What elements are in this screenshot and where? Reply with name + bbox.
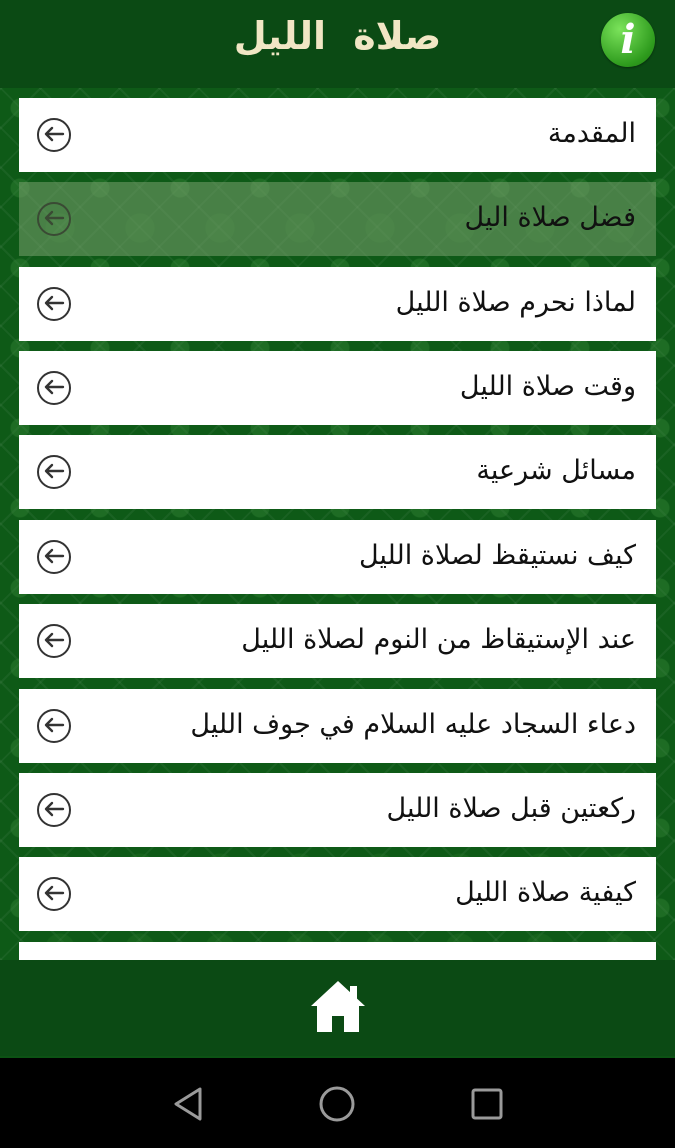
list-item-label: ركعتين قبل صلاة الليل: [386, 793, 636, 824]
list-item-label: كيف نستيقظ لصلاة الليل: [358, 540, 636, 571]
list-item-label: مسائل شرعية: [476, 455, 636, 486]
list-item-label: دعاء السجاد عليه السلام في جوف الليل: [190, 709, 636, 740]
bottom-bar: [0, 960, 675, 1056]
list-item-two-rakats[interactable]: [19, 773, 656, 847]
app-header: [0, 0, 675, 88]
list-item-intro[interactable]: [19, 98, 656, 172]
list-item-partial[interactable]: [19, 942, 656, 960]
info-button[interactable]: [601, 13, 655, 67]
recents-icon[interactable]: [465, 1082, 509, 1126]
page-title: صلاة الليل: [233, 14, 442, 58]
arrow-left-circle-icon: [37, 877, 71, 911]
list-item-label: كيفية صلاة الليل: [455, 877, 636, 908]
list-item-label: فضل صلاة اليل: [464, 202, 636, 233]
list-item-upon-waking[interactable]: [19, 604, 656, 678]
list-item-label: لماذا نحرم صلاة الليل: [395, 287, 636, 318]
list-item-label: وقت صلاة الليل: [459, 371, 636, 402]
arrow-left-circle-icon: [37, 202, 71, 236]
arrow-left-circle-icon: [37, 455, 71, 489]
list-item-virtue[interactable]: [19, 182, 656, 256]
list-item-sajjad-dua[interactable]: [19, 689, 656, 763]
list-item-time[interactable]: [19, 351, 656, 425]
arrow-left-circle-icon: [37, 118, 71, 152]
arrow-left-circle-icon: [37, 793, 71, 827]
list-item-label: المقدمة: [547, 118, 636, 149]
circle-home-icon[interactable]: [315, 1082, 359, 1126]
list-item-how-to-pray[interactable]: [19, 857, 656, 931]
arrow-left-circle-icon: [37, 371, 71, 405]
list-item-how-wake[interactable]: [19, 520, 656, 594]
system-nav-bar: [0, 1058, 675, 1148]
list-item-why-deprived[interactable]: [19, 267, 656, 341]
arrow-left-circle-icon: [37, 709, 71, 743]
arrow-left-circle-icon: [37, 287, 71, 321]
info-icon: i: [620, 16, 636, 63]
arrow-left-circle-icon: [37, 540, 71, 574]
back-icon[interactable]: [166, 1082, 210, 1126]
list-item-rulings[interactable]: [19, 435, 656, 509]
list-item-label: عند الإستيقاظ من النوم لصلاة الليل: [241, 624, 636, 655]
home-icon[interactable]: [308, 978, 368, 1036]
arrow-left-circle-icon: [37, 624, 71, 658]
menu-list[interactable]: [0, 88, 675, 960]
